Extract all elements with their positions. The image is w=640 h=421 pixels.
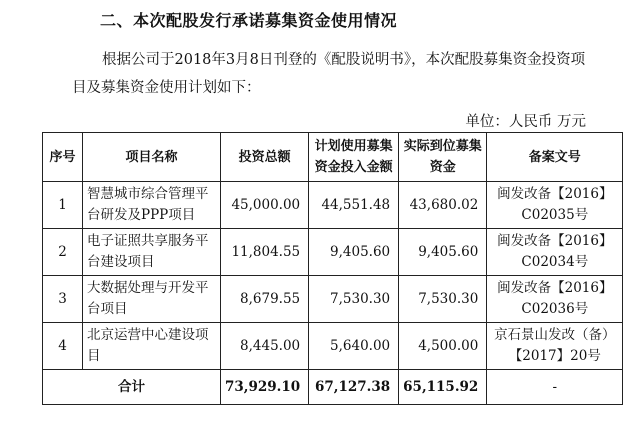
header-planned-amount: 计划使用募集资金投入金额 (309, 133, 399, 182)
total-planned: 67,127.38 (309, 370, 399, 405)
cell-project-name: 智慧城市综合管理平台研发及PPP项目 (83, 182, 221, 229)
table-row (43, 229, 623, 276)
cell-actual: 4,500.00 (399, 323, 487, 370)
cell-filing: 京石景山发改（备）【2017】20号 (487, 323, 623, 370)
header-total-investment: 投资总额 (221, 133, 309, 182)
cell-planned: 9,405.60 (309, 229, 399, 276)
cell-filing: 闽发改备【2016】C02036号 (487, 276, 623, 323)
total-filing: - (487, 370, 623, 405)
cell-no: 2 (43, 229, 83, 276)
total-label: 合计 (43, 370, 221, 405)
header-actual-amount: 实际到位募集资金 (399, 133, 487, 182)
cell-total: 11,804.55 (221, 229, 309, 276)
cell-actual: 7,530.30 (399, 276, 487, 323)
table-row (43, 323, 623, 370)
unit-label: 单位：人民币 万元 (465, 114, 586, 130)
cell-project-name: 大数据处理与开发平台项目 (83, 276, 221, 323)
header-filing-number: 备案文号 (487, 133, 623, 182)
cell-total: 8,445.00 (221, 323, 309, 370)
total-actual: 65,115.92 (399, 370, 487, 405)
cell-no: 3 (43, 276, 83, 323)
cell-actual: 9,405.60 (399, 229, 487, 276)
cell-no: 1 (43, 182, 83, 229)
table-header-row (43, 133, 623, 182)
table-row (43, 276, 623, 323)
cell-no: 4 (43, 323, 83, 370)
cell-total: 8,679.55 (221, 276, 309, 323)
table-row (43, 182, 623, 229)
header-no: 序号 (43, 133, 83, 182)
cell-project-name: 电子证照共享服务平台建设项目 (83, 229, 221, 276)
table-total-row (43, 370, 623, 405)
intro-paragraph: 根据公司于2018年3月8日刊登的《配股说明书》，本次配股募集资金投资项目及募集资金使用计划如下： (72, 52, 586, 96)
cell-planned: 44,551.48 (309, 182, 399, 229)
total-investment: 73,929.10 (221, 370, 309, 405)
cell-filing: 闽发改备【2016】C02035号 (487, 182, 623, 229)
cell-filing: 闽发改备【2016】C02034号 (487, 229, 623, 276)
cell-planned: 5,640.00 (309, 323, 399, 370)
header-project-name: 项目名称 (83, 133, 221, 182)
section-title: 二、本次配股发行承诺募集资金使用情况 (100, 11, 398, 30)
fund-usage-table (42, 132, 623, 405)
cell-project-name: 北京运营中心建设项目 (83, 323, 221, 370)
cell-planned: 7,530.30 (309, 276, 399, 323)
cell-actual: 43,680.02 (399, 182, 487, 229)
cell-total: 45,000.00 (221, 182, 309, 229)
